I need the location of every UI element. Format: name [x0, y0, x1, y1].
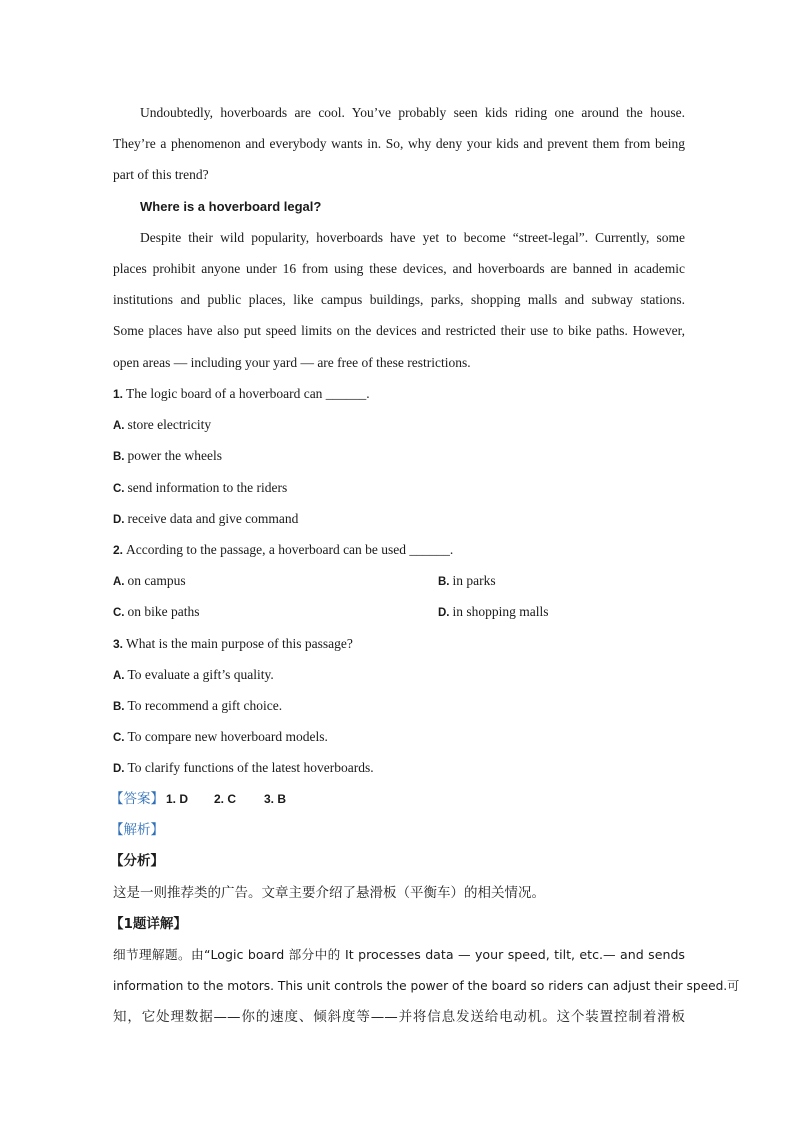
option-label: B. — [113, 701, 125, 713]
option — [113, 697, 685, 716]
question-stem: What is the main purpose of this passage? — [126, 636, 353, 651]
question-number: 3. — [113, 637, 124, 651]
option — [113, 479, 685, 498]
option-text: To recommend a gift choice. — [127, 698, 283, 713]
option-label: A. — [113, 420, 125, 432]
question-3 — [113, 635, 685, 653]
option-label: A. — [113, 576, 125, 588]
option-text: store electricity — [127, 417, 212, 432]
option-row — [113, 572, 685, 591]
option-text: on bike paths — [127, 604, 200, 619]
passage-line: institutions and public places, like campus buildings, parks, shopping malls and subway stations. — [113, 292, 685, 307]
option-label: B. — [438, 576, 450, 588]
option-text: To clarify functions of the latest hoverboards. — [127, 760, 374, 775]
option-text: receive data and give command — [127, 511, 299, 526]
option — [113, 510, 685, 529]
option-text: in shopping malls — [452, 604, 549, 619]
analysis-text: 这是一则推荐类的广告。文章主要介绍了悬滑板（平衡车）的相关情况。 — [113, 885, 545, 901]
passage-line: part of this trend? — [113, 167, 209, 182]
passage-line: Despite their wild popularity, hoverboards have yet to become “street-legal”. Currently, some — [140, 230, 685, 245]
option — [438, 603, 549, 622]
option-label: D. — [438, 607, 450, 619]
question-2 — [113, 541, 685, 559]
passage-line: They’re a phenomenon and everybody wants in. So, why deny your kids and prevent them from being — [113, 136, 685, 151]
passage-line: Undoubtedly, hoverboards are cool. You’ve probably seen kids riding one around the house. — [140, 105, 685, 120]
analysis-line: 知，它处理数据——你的速度、倾斜度等——并将信息发送给电动机。这个装置控制着滑板 — [113, 1009, 685, 1025]
answer-tag: 【答案】 — [110, 791, 164, 807]
analysis-q1-heading: 【1题详解】 — [110, 916, 187, 932]
option-label: D. — [113, 514, 125, 526]
analysis-line: 细节理解题。由“Logic board 部分中的 It processes data — your speed, tilt, etc.— and sends — [113, 947, 685, 962]
option — [113, 666, 685, 685]
question-stem: According to the passage, a hoverboard can be used ______. — [126, 542, 454, 557]
section-heading: Where is a hoverboard legal? — [140, 199, 322, 214]
option-label: B. — [113, 451, 125, 463]
answer-item: 1. D — [166, 792, 189, 806]
option — [113, 416, 685, 435]
option — [113, 728, 685, 747]
option — [438, 572, 496, 591]
option-text: in parks — [452, 573, 496, 588]
analysis-line: information to the motors. This unit controls the power of the board so riders can adjust their speed.可 — [113, 979, 740, 993]
question-number: 1. — [113, 387, 124, 401]
option-text: To compare new hoverboard models. — [127, 729, 328, 744]
option-row — [113, 603, 685, 622]
option-label: D. — [113, 763, 125, 775]
option-label: A. — [113, 670, 125, 682]
question-number: 2. — [113, 543, 124, 557]
option-text: on campus — [127, 573, 186, 588]
analysis-tag: 【解析】 — [110, 822, 164, 838]
answer-item: 3. B — [264, 792, 287, 806]
option-label: C. — [113, 732, 125, 744]
option-text: send information to the riders — [127, 480, 288, 495]
analysis-heading: 【分析】 — [110, 853, 164, 869]
passage-line: open areas — including your yard — are free of these restrictions. — [113, 355, 471, 370]
option-text: To evaluate a gift’s quality. — [127, 667, 274, 682]
passage-line: places prohibit anyone under 16 from using these devices, and hoverboards are banned in academic — [113, 261, 685, 276]
option — [113, 447, 685, 466]
question-stem: The logic board of a hoverboard can ______. — [126, 386, 370, 401]
answer-row — [110, 790, 682, 808]
option-label: C. — [113, 483, 125, 495]
option — [113, 759, 685, 778]
passage-line: Some places have also put speed limits on the devices and restricted their use to bike paths. However, — [113, 323, 685, 338]
question-1 — [113, 385, 685, 403]
option-label: C. — [113, 607, 125, 619]
answer-item: 2. C — [214, 792, 237, 806]
option-text: power the wheels — [127, 448, 222, 463]
